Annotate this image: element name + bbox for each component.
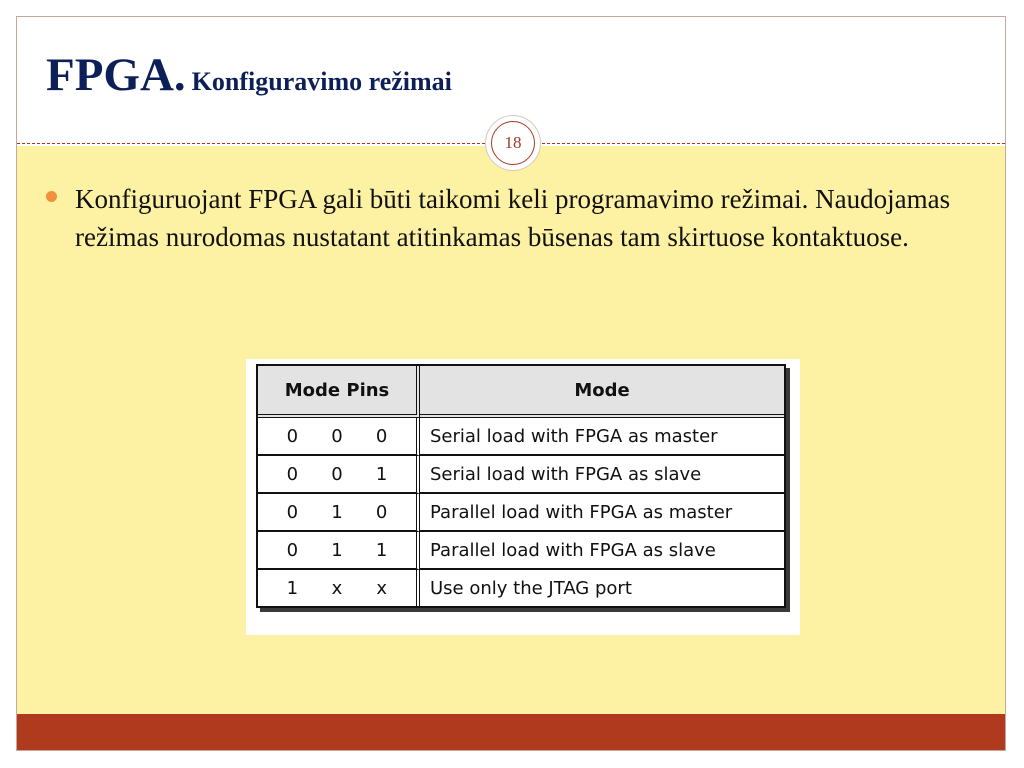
- table-header-row: [258, 366, 784, 418]
- pins-cell: [258, 418, 420, 456]
- pin-value: x: [331, 577, 343, 599]
- pin-value: 0: [375, 501, 388, 523]
- slide-title: [46, 49, 452, 101]
- bullet-text: Konfiguruojant FPGA gali būti taikomi keli programavimo režimai. Naudojamas režimas nurodomas nustatant atitinkamas būsenas tam skirtuose kontaktuose.: [75, 184, 951, 252]
- pin-value: 1: [331, 501, 343, 523]
- mode-cell: Parallel load with FPGA as slave: [420, 532, 784, 570]
- page-number: 18: [491, 121, 535, 165]
- pin-value: 0: [331, 425, 343, 447]
- mode-cell: Parallel load with FPGA as master: [420, 494, 784, 532]
- header-mode-pins: Mode Pins: [258, 366, 420, 418]
- footer-band: [17, 714, 1005, 750]
- pin-value: x: [376, 577, 387, 599]
- table-row: [258, 570, 784, 606]
- table-row: [258, 532, 784, 570]
- table-row: [258, 456, 784, 494]
- mode-cell: Serial load with FPGA as slave: [420, 456, 784, 494]
- pins-cell: [258, 456, 420, 494]
- bullet-dot-icon: [46, 191, 57, 202]
- title-main: FPGA.: [46, 49, 186, 101]
- pins-cell: [258, 532, 420, 570]
- pin-value: 1: [331, 539, 343, 561]
- pin-value: 0: [286, 539, 299, 561]
- header-mode: Mode: [420, 366, 784, 418]
- pin-value: 1: [375, 539, 388, 561]
- mode-table-image: [246, 359, 800, 635]
- pin-value: 1: [286, 577, 299, 599]
- pin-value: 0: [286, 425, 299, 447]
- pin-value: 0: [331, 463, 343, 485]
- title-subtitle: Konfiguravimo režimai: [191, 67, 452, 96]
- pin-value: 0: [375, 425, 388, 447]
- pin-value: 0: [286, 463, 299, 485]
- table-row: [258, 418, 784, 456]
- pins-cell: [258, 570, 420, 606]
- page-number-badge: [486, 116, 540, 170]
- pin-value: 0: [286, 501, 299, 523]
- table-row: [258, 494, 784, 532]
- pin-value: 1: [375, 463, 388, 485]
- mode-cell: Use only the JTAG port: [430, 577, 632, 599]
- mode-cell: Serial load with FPGA as master: [420, 418, 784, 456]
- pins-cell: [258, 494, 420, 532]
- mode-pins-table: [256, 364, 786, 608]
- bullet-item: [46, 180, 976, 256]
